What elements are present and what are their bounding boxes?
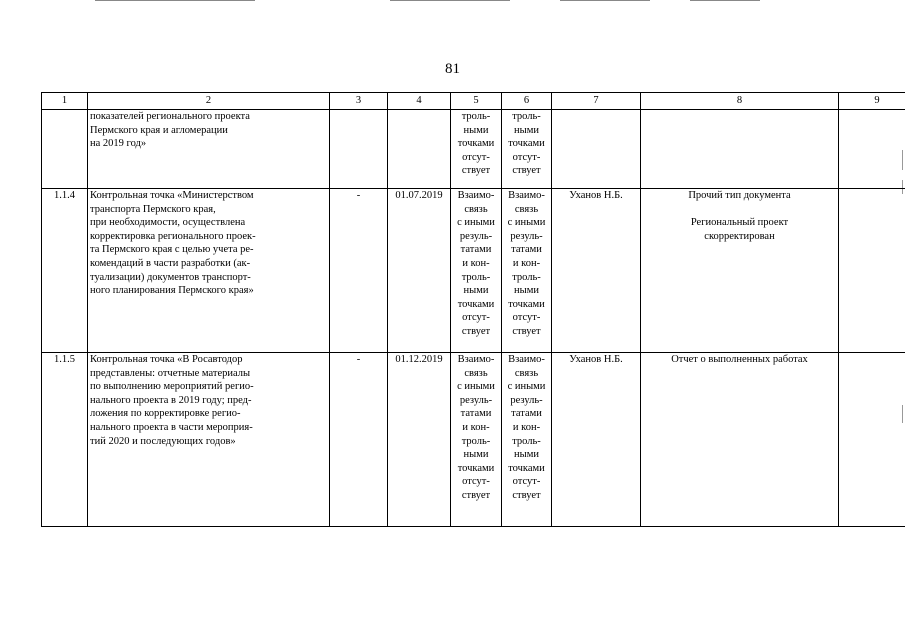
cell-line: троль- (512, 111, 541, 122)
cell-line: ными (514, 449, 539, 461)
cell-line: точками (508, 138, 545, 150)
description-cell (88, 110, 330, 189)
page-number: 81 (445, 61, 460, 77)
description-cell (88, 189, 330, 353)
cell-line: ными (463, 124, 489, 136)
cell-line: отсут- (462, 312, 490, 324)
cell-line: ными (463, 449, 489, 461)
column-5-cell (451, 189, 502, 353)
cell-line: резуль- (459, 394, 493, 406)
cell-line: ствует (512, 325, 541, 337)
column-9-cell (839, 189, 905, 353)
document-cell (641, 110, 839, 189)
cell-line: отсут- (462, 476, 490, 488)
cell-line: и кон- (512, 257, 541, 269)
cell-line: точками (457, 138, 495, 150)
cell-line: отсут- (512, 151, 541, 163)
header-row (42, 93, 905, 110)
document-cell (641, 189, 839, 353)
cell-line: Региональный проект (690, 217, 789, 229)
cell-line: комендаций в части разработки (ак- (90, 257, 251, 269)
row-number-cell: 1.1.4 (42, 189, 88, 353)
cell-line: отсут- (462, 151, 490, 163)
scan-artifact (690, 0, 760, 1)
cell-line: тий 2020 и последующих годов» (90, 435, 236, 447)
cell-line: татами (511, 408, 542, 420)
cell-line: с иными (457, 217, 495, 229)
cell-line: по выполнению мероприятий регио- (90, 381, 254, 393)
cell-line: Пермского края и агломерации (90, 124, 228, 136)
document-cell (641, 353, 839, 527)
cell-line: Контрольная точка «Министерством (90, 190, 254, 201)
row-number-cell (42, 110, 88, 189)
cell-line: с иными (507, 381, 546, 393)
cell-line: ствует (461, 165, 491, 177)
cell-line: троль- (461, 111, 491, 122)
column-header: 1 (42, 93, 88, 110)
date-cell: 01.12.2019 (388, 353, 451, 527)
cell-line: татами (511, 244, 542, 256)
column-6-cell (502, 110, 552, 189)
cell-line: ными (514, 285, 539, 297)
responsible-cell (552, 110, 641, 189)
column-3-cell: - (330, 189, 388, 353)
cell-line: резуль- (459, 230, 493, 242)
column-9-cell (839, 110, 905, 189)
cell-line: и кон- (512, 421, 541, 433)
column-6-cell (502, 189, 552, 353)
cell-line: троль- (512, 271, 541, 283)
cell-line: троль- (461, 435, 491, 447)
cell-line: Взаимо- (508, 354, 545, 365)
cell-line: Отчет о выполненных работах (671, 354, 808, 365)
column-header: 6 (502, 93, 552, 110)
cell-line: связь (464, 203, 488, 215)
cell-line: точками (457, 462, 495, 474)
cell-line: связь (514, 367, 539, 379)
cell-line: ного планирования Пермского края» (90, 285, 254, 297)
column-header: 3 (330, 93, 388, 110)
row-number-cell: 1.1.5 (42, 353, 88, 527)
column-header: 5 (451, 93, 502, 110)
cell-line: Взаимо- (457, 190, 495, 201)
cell-line: ствует (461, 325, 491, 337)
cell-line: точками (457, 298, 495, 310)
cell-line: троль- (461, 271, 491, 283)
responsible-cell: Уханов Н.Б. (552, 353, 641, 527)
cell-line: корректировка регионального проек- (90, 230, 256, 242)
cell-line: отсут- (512, 476, 541, 488)
table-row (42, 110, 905, 189)
cell-line: отсут- (512, 312, 541, 324)
cell-line: резуль- (510, 230, 543, 242)
cell-line: ными (463, 285, 489, 297)
cell-line: точками (508, 298, 545, 310)
cell-line: точками (508, 462, 545, 474)
cell-line: нального проекта в части мероприя- (90, 421, 253, 433)
cell-line: с иными (457, 381, 495, 393)
cell-line: резуль- (510, 394, 543, 406)
cell-line: на 2019 год» (90, 138, 147, 150)
cell-line: показателей регионального проекта (90, 111, 250, 122)
cell-line: с иными (507, 217, 546, 229)
cell-line: и кон- (462, 421, 490, 433)
cell-line: представлены: отчетные материалы (90, 367, 251, 379)
column-3-cell (330, 110, 388, 189)
column-3-cell: - (330, 353, 388, 527)
table-row (42, 353, 905, 527)
scan-artifact (95, 0, 255, 1)
description-cell (88, 353, 330, 527)
column-header: 8 (641, 93, 839, 110)
cell-line (643, 203, 836, 217)
cell-line: транспорта Пермского края, (90, 203, 216, 215)
column-6-cell (502, 353, 552, 527)
responsible-cell: Уханов Н.Б. (552, 189, 641, 353)
cell-line: Контрольная точка «В Росавтодор (90, 354, 243, 365)
cell-line: Прочий тип документа (688, 190, 791, 201)
cell-line: ложения по корректировке регио- (90, 408, 241, 420)
cell-line: та Пермского края с целью учета ре- (90, 244, 254, 256)
cell-line: ствует (461, 489, 491, 501)
cell-line: татами (460, 408, 492, 420)
cell-line: при необходимости, осуществлена (90, 217, 246, 229)
cell-line: туализации) документов транспорт- (90, 271, 251, 283)
table-row (42, 189, 905, 353)
column-header: 4 (388, 93, 451, 110)
cell-line: ствует (512, 165, 541, 177)
column-9-cell (839, 353, 905, 527)
column-header: 7 (552, 93, 641, 110)
date-cell: 01.07.2019 (388, 189, 451, 353)
cell-line: Взаимо- (457, 354, 495, 365)
column-5-cell (451, 110, 502, 189)
cell-line: нального проекта в 2019 году; пред- (90, 394, 252, 406)
cell-line: и кон- (462, 257, 490, 269)
cell-line: троль- (512, 435, 541, 447)
column-header: 9 (839, 93, 905, 110)
cell-line: связь (514, 203, 539, 215)
cell-line: ствует (512, 489, 541, 501)
cell-line: татами (460, 244, 492, 256)
cell-line: скорректирован (704, 230, 775, 242)
data-table (41, 92, 905, 527)
date-cell (388, 110, 451, 189)
column-5-cell (451, 353, 502, 527)
column-header: 2 (88, 93, 330, 110)
scan-artifact (560, 0, 650, 1)
cell-line: связь (464, 367, 488, 379)
scan-artifact (390, 0, 510, 1)
cell-line: ными (514, 124, 539, 136)
cell-line: Взаимо- (508, 190, 545, 201)
